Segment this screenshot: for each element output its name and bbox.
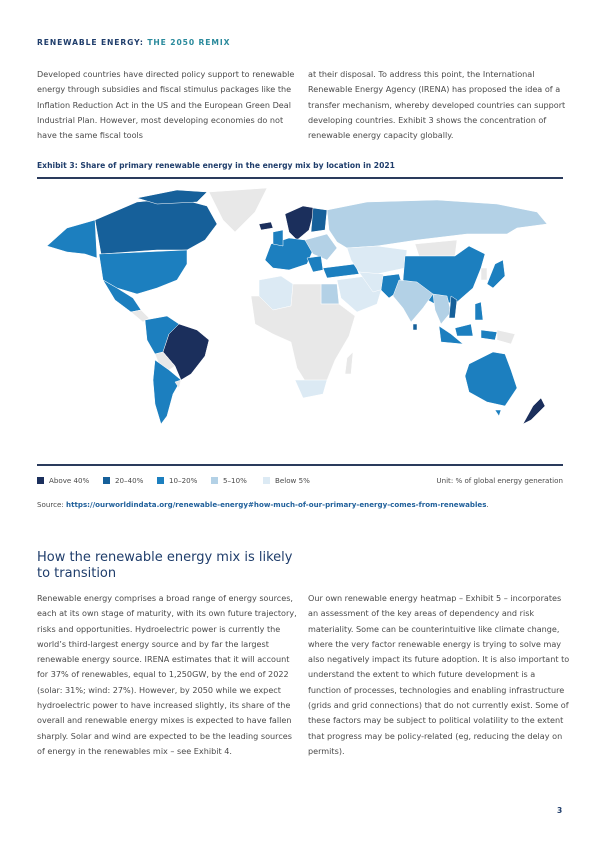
legend-label: 10–20% [169, 476, 198, 485]
region-egypt [321, 284, 339, 304]
source-end: . [486, 500, 489, 509]
legend-label: Below 5% [275, 476, 310, 485]
world-choropleth-map [37, 184, 563, 460]
page-number: 3 [557, 806, 563, 815]
header-title-part1: RENEWABLE ENERGY: [37, 38, 144, 47]
unit-label: Unit: % of global energy generation [436, 476, 563, 485]
legend-swatch [211, 477, 218, 484]
legend-label: 5–10% [223, 476, 247, 485]
region-korea [481, 268, 487, 280]
region-western-europe [265, 238, 313, 270]
legend-swatch [263, 477, 270, 484]
region-balkans [307, 256, 323, 272]
exhibit-bottom-rule [37, 464, 563, 466]
region-south-africa [295, 380, 327, 398]
source-line [37, 500, 489, 509]
legend-item-20-40 [103, 476, 143, 485]
header-title-part2: THE 2050 REMIX [147, 38, 231, 47]
region-canada [95, 198, 217, 254]
legend-swatch [103, 477, 110, 484]
region-uk [273, 230, 283, 246]
region-madagascar [345, 352, 353, 374]
body-right-column: Our own renewable energy heatmap – Exhibit 5 – incorporates an assessment of the key areas of dependency and risk materiality. Some can be counterintuitive like climate change, where the very factor renewable energy is trying to solve may also negatively impact its future adoption. It is also important to understand the extent to which future development is a function of processes, technologies and enabling infrastructure (grids and grid connections) that do not currently exist. Some of these factors may be subject to political volatility to the extent that progress may be policy-related (eg, reducing the delay on permits). [308, 593, 570, 756]
region-indonesia [439, 324, 497, 344]
region-russia [327, 200, 547, 248]
region-iceland [259, 222, 273, 230]
region-mongolia [415, 240, 457, 256]
region-philippines [475, 302, 483, 320]
exhibit-title: Exhibit 3: Share of primary renewable energy in the energy mix by location in 2021 [37, 161, 395, 170]
source-label: Source: [37, 500, 64, 509]
legend-item-10-20 [157, 476, 197, 485]
legend-swatch [37, 477, 44, 484]
legend-item-5-10 [211, 476, 247, 485]
region-australia [465, 352, 517, 406]
legend-label: 20–40% [115, 476, 144, 485]
legend-item-below-5 [263, 476, 310, 485]
region-japan [487, 260, 505, 288]
region-sri-lanka [413, 324, 417, 330]
region-alaska [47, 220, 97, 258]
exhibit-top-rule [37, 177, 563, 179]
intro-right-column: at their disposal. To address this point, the International Renewable Energy Agency (IRENA) has proposed the idea of a transfer mechanism, whereby developed countries can support developing countries. Exhibit 3 shows the concentration of renewable energy capacity globally. [308, 69, 566, 141]
running-header [37, 38, 230, 47]
region-turkey [323, 264, 359, 278]
region-new-zealand [523, 398, 545, 424]
region-scandinavia [285, 206, 315, 240]
section-heading: How the renewable energy mix is likely to transition [37, 550, 293, 581]
legend-item-above-40 [37, 476, 89, 485]
intro-left-column: Developed countries have directed policy support to renewable energy through subsidies and fiscal stimulus packages like the Inflation Reduction Act in the US and the European Green Deal Industrial Plan. However, most developing economies do not have the same fiscal tools [37, 69, 295, 141]
legend-swatch [157, 477, 164, 484]
body-left-column: Renewable energy comprises a broad range of energy sources, each at its own stage of maturity, with its own future trajectory, risks and opportunities. Hydroelectric power is currently the world’s third-largest energy source and by far the largest renewable energy source. IRENA estimates that it will account for 37% of renewables, equal to 1,250GW, by the end of 2022 (solar: 31%; wind: 27%). However, by 2050 while we expect hydroelectric power to have increased slightly, its share of the overall and renewable energy mixes is expected to have fallen sharply. Solar and wind are expected to be the leading sources of energy in the renewables mix – see Exhibit 4. [37, 593, 297, 756]
region-finland [311, 208, 327, 232]
region-greenland [209, 188, 267, 232]
legend-label: Above 40% [49, 476, 90, 485]
region-tasmania [495, 410, 501, 416]
source-link[interactable]: https://ourworldindata.org/renewable-energy#how-much-of-our-primary-energy-comes-from-renewables [66, 500, 487, 509]
region-papua [497, 330, 515, 344]
